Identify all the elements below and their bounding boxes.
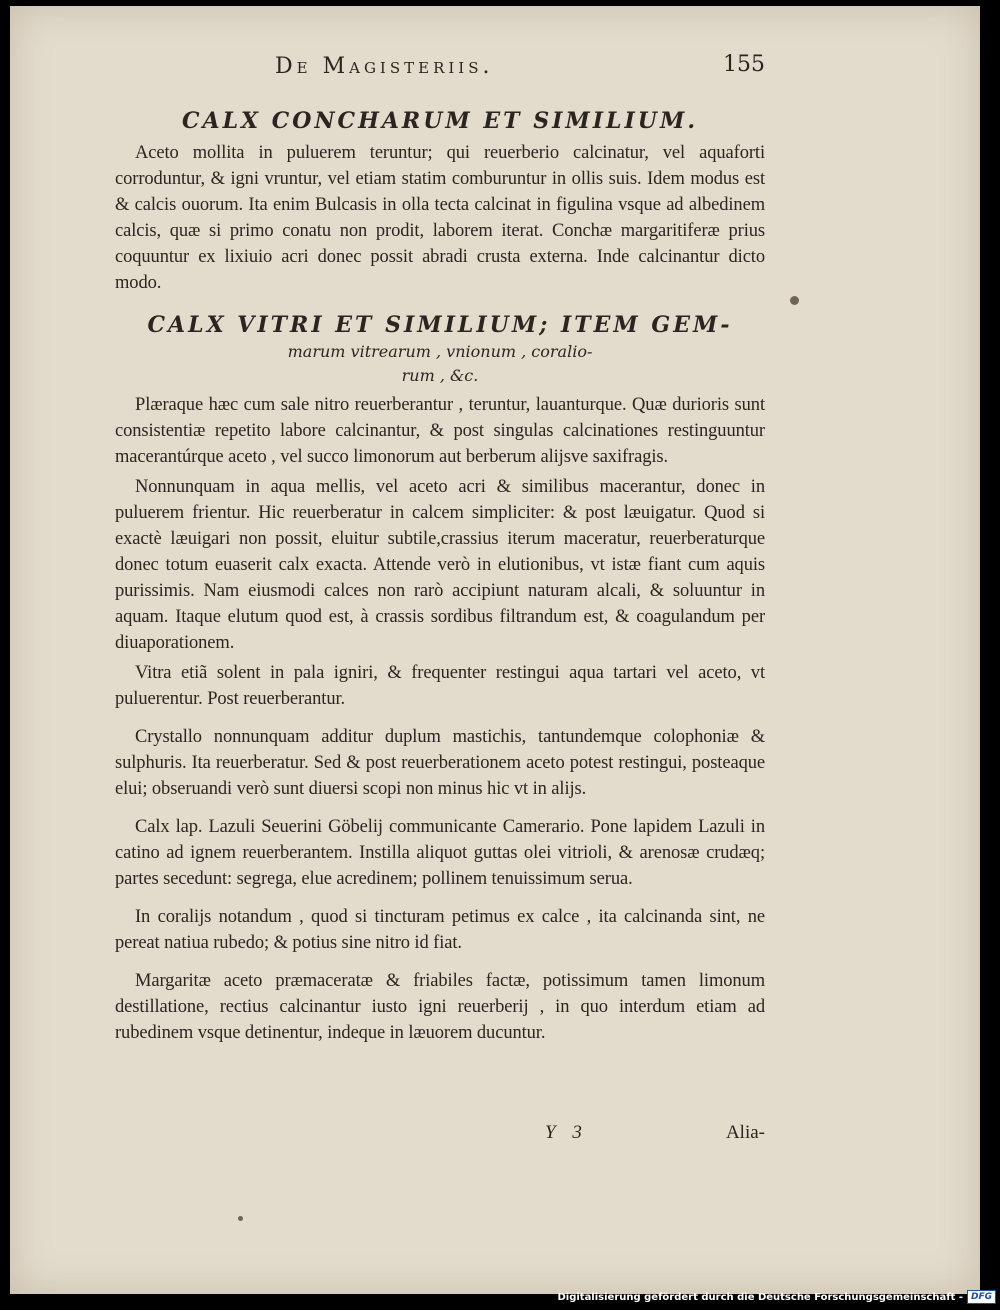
page-footer (115, 1122, 765, 1152)
running-head-title: De Magisteriis. (275, 54, 494, 79)
paragraph: Crystallo nonnunquam additur duplum mastichis, tantundemque colophoniæ & sulphuris. Ita reuerberatur. Sed & post reuerberationem aceto potest restingui, posteaque elui; obseruandi verò sunt diuersi scopi non minus hic vt in alijs. (115, 727, 765, 799)
section-heading: CALX VITRI ET SIMILIUM; ITEM GEM- (147, 312, 733, 338)
section-heading: CALX CONCHARUM ET SIMILIUM. (182, 108, 698, 134)
dfg-notice (557, 1288, 996, 1306)
paragraph: Calx lap. Lazuli Seuerini Göbelij communicante Camerario. Pone lapidem Lazuli in catino ad ignem reuerberantem. Instilla aliquot guttas olei vitrioli, & arenosæ crudæq; partes secedunt: segrega, elue acredinem; pollinem tenuissimum serua. (115, 817, 765, 889)
dfg-logo-icon: DFG (967, 1290, 996, 1304)
paragraph: Plæraque hæc cum sale nitro reuerberantur , teruntur, lauanturque. Quæ durioris sunt consistentiæ repetito labore calcinantur, & post singulas calcinationes restinguuntur macerantúrque aceto , vel succo limonorum aut berberum alijsve saxifragis. (115, 395, 765, 467)
ink-speck (790, 296, 799, 305)
catchword: Alia- (725, 1122, 765, 1143)
page-text-block (115, 46, 765, 1143)
running-head (115, 46, 765, 86)
section-subheading (115, 340, 765, 388)
paragraph: Vitra etiã solent in pala igniri, & frequenter restingui aqua tartari vel aceto, vt puluerentur. Post reuerberantur. (115, 663, 765, 709)
dfg-notice-text: Digitalisierung gefördert durch die Deutsche Forschungsgemeinschaft - (557, 1291, 963, 1303)
ink-speck (238, 1216, 243, 1221)
section-calx-concharum (115, 108, 765, 296)
paragraph: In coralijs notandum , quod si tincturam petimus ex calce , ita calcinanda sint, ne pereat natiua rubedo; & potius sine nitro id fiat. (115, 907, 765, 953)
section-calx-vitri (115, 312, 765, 1046)
subheading-line: rum , &c. (401, 366, 479, 385)
paragraph: Margaritæ aceto præmaceratæ & friabiles factæ, potissimum tamen limonum destillatione, rectius calcinantur iusto igni reuerberij , in quo interdum etiam ad rubedinem vsque detinentur, indeque in læuorem ducuntur. (115, 971, 765, 1043)
paragraph: Nonnunquam in aqua mellis, vel aceto acri & similibus macerantur, donec in puluerem frientur. Hic reuerberatur in calcem simpliciter: & post læuigatur. Quod si exactè læuigari non possit, eluitur subtile,crassius iterum maceratur, reuerberaturque donec totum euaserit calx exacta. Attende verò in elutionibus, vt istæ fiant cum aquis purissimis. Nam eiusmodi calces non rarò accipiunt naturam alcali, & soluuntur in aquam. Itaque elutum quod est, à crassis sordibus filtrandum est, & coagulandum per diuaporationem. (115, 477, 765, 653)
signature-mark: Y 3 (545, 1122, 588, 1143)
subheading-line: marum vitrearum , vnionum , coralio- (287, 342, 593, 361)
paragraph: Aceto mollita in puluerem teruntur; qui reuerberio calcinatur, vel aquaforti corroduntur, & igni vruntur, vel etiam statim comburuntur in ollis suis. Idem modus est & calcis ouorum. Ita enim Bulcasis in olla tecta calcinat in figulina vsque ad albedinem calcis, quæ si primo conatu non prodit, laborem iterat. Conchæ margaritiferæ prius coquuntur ex lixiuio acri donec possit abradi crusta externa. Inde calcinantur dicto modo. (115, 143, 765, 293)
book-page (10, 6, 980, 1294)
page-number: 155 (723, 52, 765, 77)
